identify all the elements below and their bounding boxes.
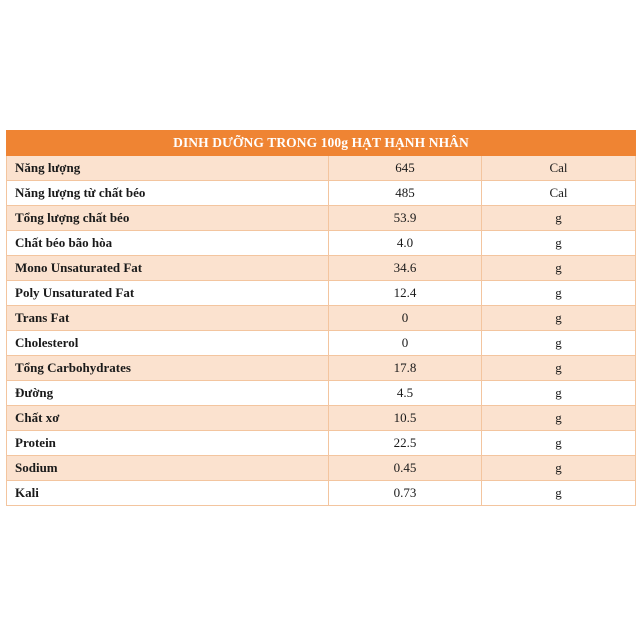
nutrient-value: 0.45: [329, 456, 482, 481]
nutrient-unit: Cal: [482, 156, 636, 181]
nutrient-value: 34.6: [329, 256, 482, 281]
table-row: [7, 481, 636, 506]
table-row: [7, 256, 636, 281]
nutrient-value: 0.73: [329, 481, 482, 506]
nutrient-name: Mono Unsaturated Fat: [7, 256, 329, 281]
nutrient-unit: g: [482, 281, 636, 306]
table-row: [7, 381, 636, 406]
nutrition-table: [6, 130, 636, 506]
table-row: [7, 156, 636, 181]
nutrient-unit: g: [482, 431, 636, 456]
table-row: [7, 181, 636, 206]
nutrient-value: 12.4: [329, 281, 482, 306]
nutrient-unit: g: [482, 456, 636, 481]
nutrient-name: Đường: [7, 381, 329, 406]
nutrient-unit: Cal: [482, 181, 636, 206]
nutrient-value: 17.8: [329, 356, 482, 381]
nutrient-unit: g: [482, 356, 636, 381]
nutrient-value: 0: [329, 306, 482, 331]
nutrient-value: 4.0: [329, 231, 482, 256]
nutrient-unit: g: [482, 206, 636, 231]
nutrient-unit: g: [482, 481, 636, 506]
nutrient-value: 10.5: [329, 406, 482, 431]
nutrient-unit: g: [482, 256, 636, 281]
table-header-row: [7, 131, 636, 156]
table-row: [7, 431, 636, 456]
nutrient-name: Sodium: [7, 456, 329, 481]
nutrient-name: Tổng lượng chất béo: [7, 206, 329, 231]
nutrient-value: 485: [329, 181, 482, 206]
nutrient-name: Tổng Carbohydrates: [7, 356, 329, 381]
table-row: [7, 356, 636, 381]
nutrient-name: Poly Unsaturated Fat: [7, 281, 329, 306]
nutrient-name: Trans Fat: [7, 306, 329, 331]
nutrient-value: 645: [329, 156, 482, 181]
nutrient-value: 4.5: [329, 381, 482, 406]
nutrient-name: Năng lượng từ chất béo: [7, 181, 329, 206]
nutrient-name: Năng lượng: [7, 156, 329, 181]
nutrient-value: 22.5: [329, 431, 482, 456]
nutrient-unit: g: [482, 331, 636, 356]
table-row: [7, 406, 636, 431]
nutrient-name: Cholesterol: [7, 331, 329, 356]
nutrient-name: Kali: [7, 481, 329, 506]
table-row: [7, 456, 636, 481]
nutrient-value: 0: [329, 331, 482, 356]
table-row: [7, 231, 636, 256]
table-row: [7, 281, 636, 306]
table-row: [7, 206, 636, 231]
nutrient-name: Chất béo bão hòa: [7, 231, 329, 256]
nutrient-name: Chất xơ: [7, 406, 329, 431]
nutrient-value: 53.9: [329, 206, 482, 231]
table-title: DINH DƯỠNG TRONG 100g HẠT HẠNH NHÂN: [7, 131, 636, 156]
nutrient-unit: g: [482, 231, 636, 256]
table-row: [7, 306, 636, 331]
nutrient-unit: g: [482, 381, 636, 406]
nutrient-name: Protein: [7, 431, 329, 456]
table-row: [7, 331, 636, 356]
nutrient-unit: g: [482, 306, 636, 331]
nutrient-unit: g: [482, 406, 636, 431]
